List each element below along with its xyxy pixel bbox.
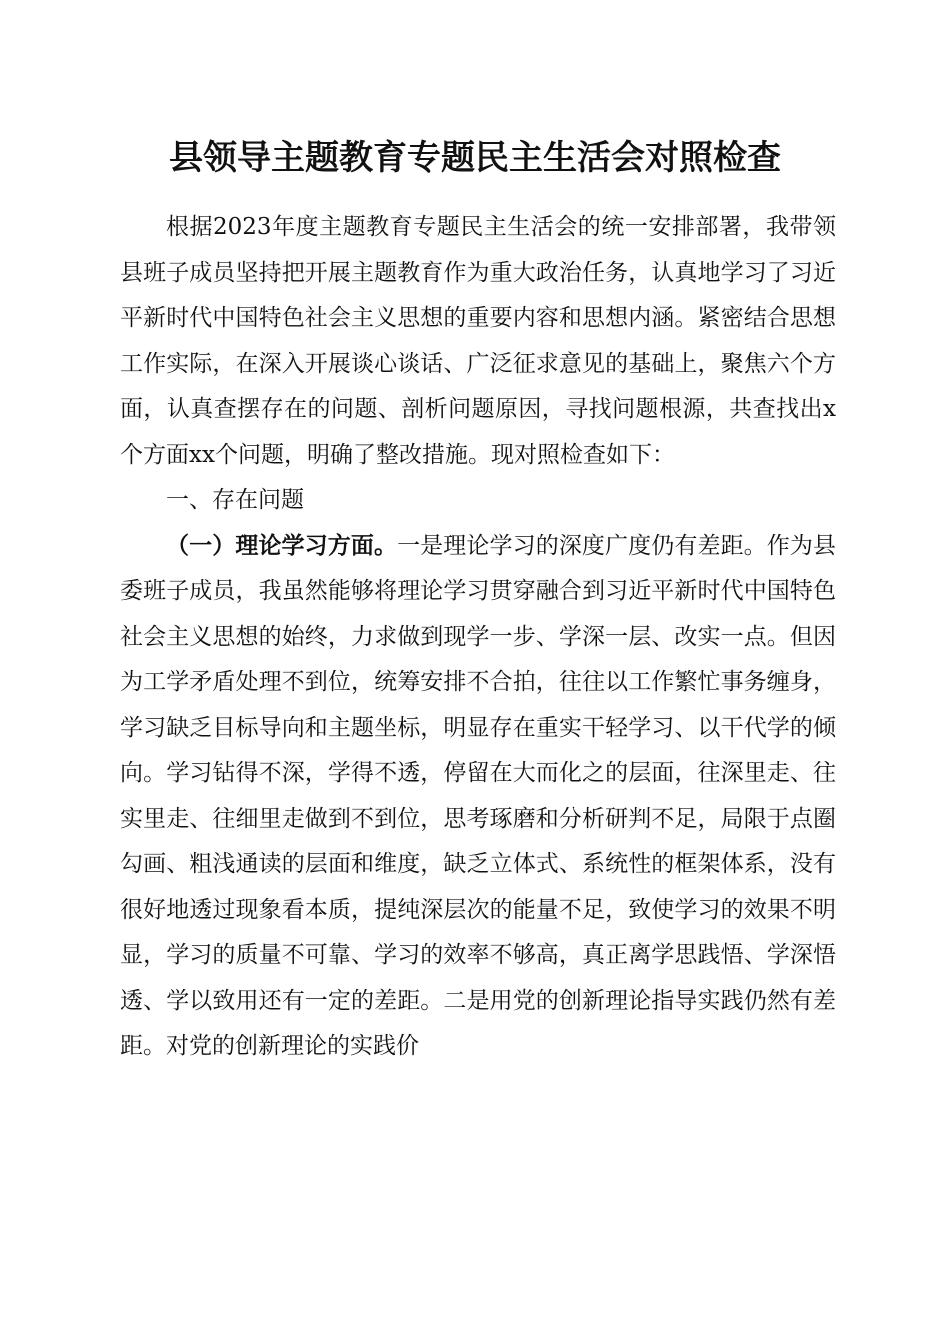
- intro-paragraph: 根据2023年度主题教育专题民主生活会的统一安排部署，我带领县班子成员坚持把开展主题教育作为重大政治任务，认真地学习了习近平新时代中国特色社会主义思想的重要内容和思想内涵。紧密结合思想工作实际，在深入开展谈心谈话、广泛征求意见的基础上，聚焦六个方面，认真查摆存在的问题、剖析问题原因，寻找问题根源，共查找出x个方面xx个问题，明确了整改措施。现对照检查如下：: [120, 214, 836, 468]
- subsection-heading-theory-study: （一）理论学习方面。: [166, 532, 398, 559]
- subsection-paragraph-theory-study: [120, 524, 836, 1070]
- document-title: 县领导主题教育专题民主生活会对照检查: [169, 138, 781, 178]
- subsection-body-theory-study: 一是理论学习的深度广度仍有差距。作为县委班子成员，我虽然能够将理论学习贯穿融合到习近平新时代中国特色社会主义思想的始终，力求做到现学一步、学深一层、改实一点。但因为工学矛盾处理不到位，统筹安排不合拍，往往以工作繁忙事务缠身，学习缺乏目标导向和主题坐标，明显存在重实干轻学习、以干代学的倾向。学习钻得不深，学得不透，停留在大而化之的层面，往深里走、往实里走、往细里走做到不到位，思考琢磨和分析研判不足，局限于点圈勾画、粗浅通读的层面和维度，缺乏立体式、系统性的框架体系，没有很好地透过现象看本质，提纯深层次的能量不足，致使学习的效果不明显，学习的质量不可靠、学习的效率不够高，真正离学思践悟、学深悟透、学以致用还有一定的差距。二是用党的创新理论指导实践仍然有差距。对党的创新理论的实践价: [120, 532, 837, 1059]
- document-body: [120, 205, 836, 1070]
- section-heading-problems: 一、存在问题: [166, 487, 304, 513]
